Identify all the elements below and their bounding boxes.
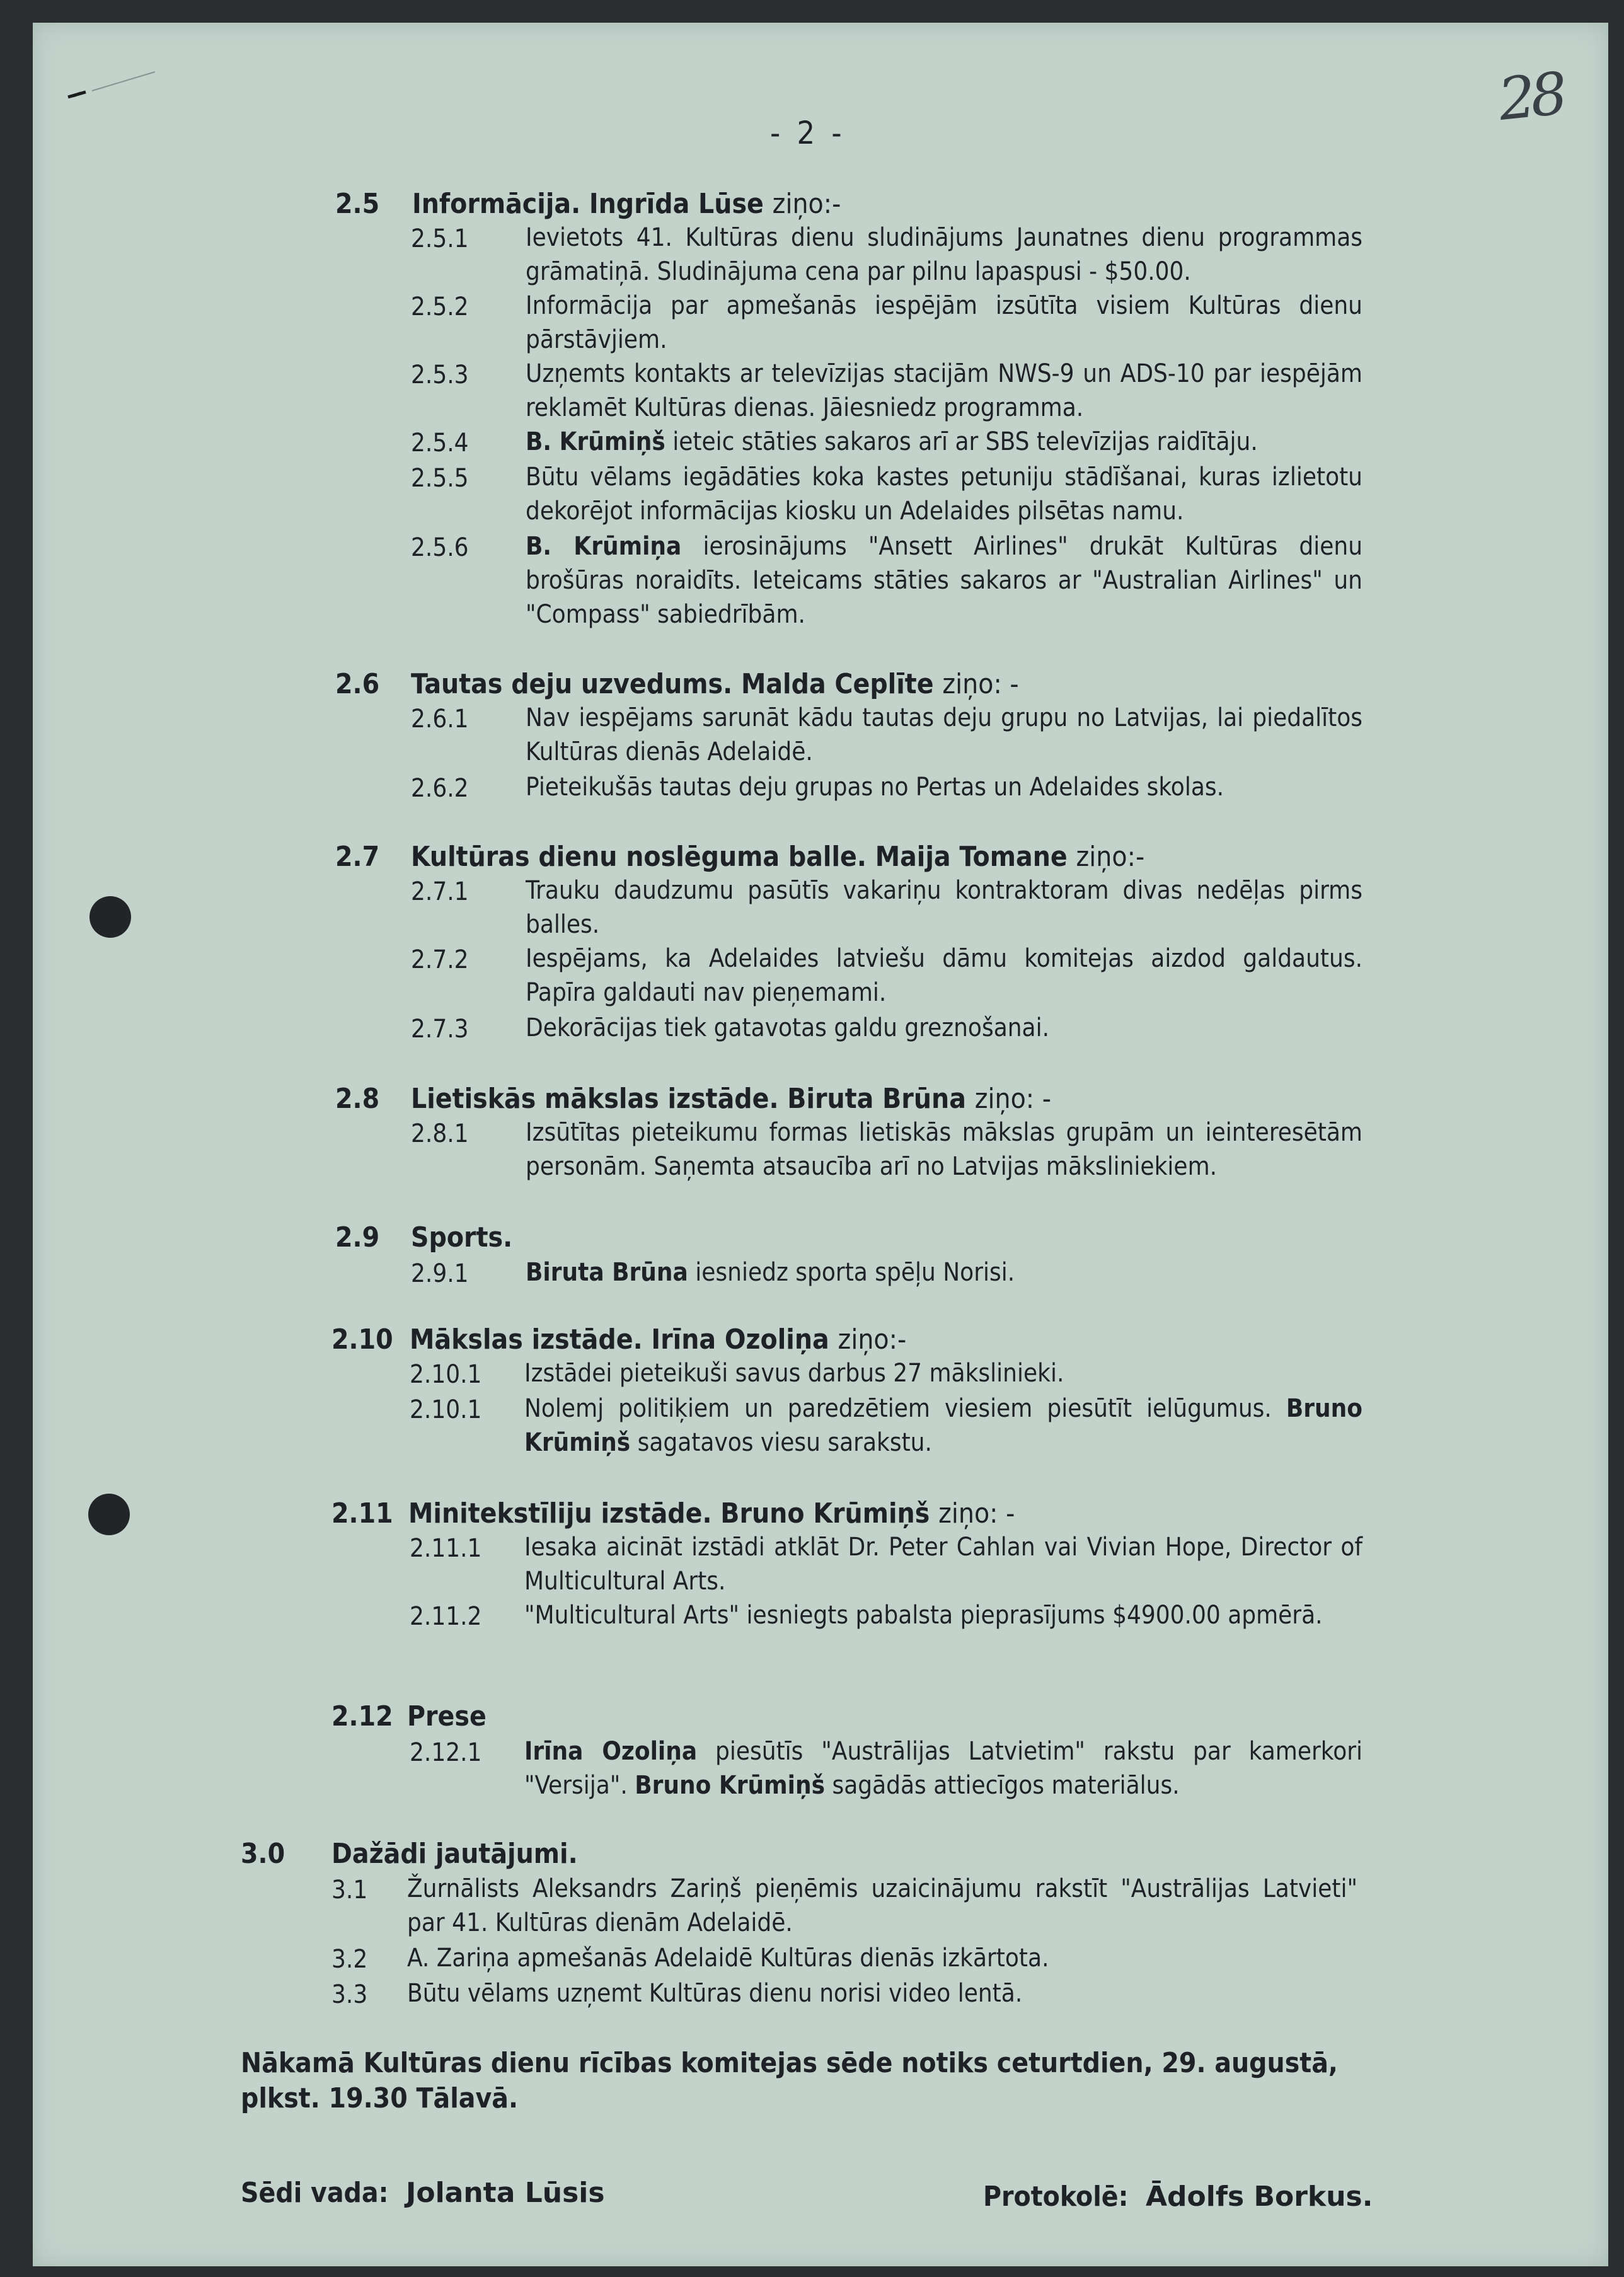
- section-number: 2.7: [335, 841, 380, 873]
- item-text: B. Krūmiņa ierosinājums "Ansett Airlines" drukāt Kultūras dienu brošūras noraidīts. Ieteicams stāties sakaros ar "Australian Airlines" un "Compass" sabiedrībām.: [526, 532, 1363, 629]
- section-heading: Informācija. Ingrīda Lūse ziņo:-: [412, 188, 841, 220]
- item-text: "Multicultural Arts" iesniegts pabalsta pieprasījums $4900.00 apmērā.: [524, 1601, 1323, 1630]
- item-number: 2.5.6: [411, 533, 469, 562]
- item-number: 2.12.1: [410, 1738, 482, 1767]
- item-text: Izsūtītas pieteikumu formas lietiskās mākslas grupām un ieinteresētām personām. Saņemta atsaucība arī no Latvijas māksliniekiem.: [526, 1118, 1362, 1181]
- item-number: 2.5.2: [411, 292, 469, 321]
- item-text: Dekorācijas tiek gatavotas galdu greznošanai.: [526, 1013, 1050, 1042]
- item-number: 2.8.1: [411, 1119, 469, 1148]
- item-text: Pieteikušās tautas deju grupas no Pertas un Adelaides skolas.: [526, 773, 1224, 802]
- item-number: 2.11.2: [410, 1602, 482, 1631]
- item-text: Irīna Ozoliņa piesūtīs "Austrālijas Latvietim" rakstu par kamerkori "Versija". Bruno Krūmiņš sagādās attiecīgos materiālus.: [524, 1737, 1362, 1800]
- item-text: Biruta Brūna iesniedz sporta spēļu Norisi.: [526, 1258, 1015, 1287]
- section-heading: Kultūras dienu noslēguma balle. Maija Tomane ziņo:-: [411, 841, 1145, 873]
- page-number: - 2 -: [770, 115, 846, 151]
- item-text: Izstādei pieteikuši savus darbus 27 mākslinieki.: [524, 1359, 1064, 1388]
- item-number: 2.7.1: [411, 877, 469, 906]
- item-number: 3.1: [331, 1876, 368, 1905]
- item-text: A. Zariņa apmešanās Adelaidē Kultūras dienās izkārtota.: [407, 1944, 1049, 1973]
- secretary-signature: Protokolē: Ādolfs Borkus.: [983, 2181, 1373, 2213]
- item-text: Nav iespējams sarunāt kādu tautas deju grupu no Latvijas, lai piedalītos Kultūras dienās Adelaidē.: [526, 703, 1362, 766]
- item-text: Trauku daudzumu pasūtīs vakariņu kontraktoram divas nedēļas pirms balles.: [526, 876, 1362, 939]
- section-heading: Dažādi jautājumi.: [331, 1838, 578, 1870]
- item-number: 3.3: [331, 1980, 368, 2009]
- item-text: B. Krūmiņš ieteic stāties sakaros arī ar SBS televīzijas raidītāju.: [526, 427, 1258, 456]
- section-number: 2.5: [335, 188, 380, 220]
- next-meeting-line-2: plkst. 19.30 Tālavā.: [241, 2082, 519, 2114]
- item-text: Būtu vēlams iegādāties koka kastes petuniju stādīšanai, kuras izlietotu dekorējot informācijas kiosku un Adelaides pilsētas namu.: [526, 463, 1362, 526]
- item-number: 2.5.4: [411, 429, 469, 458]
- section-heading: Mākslas izstāde. Irīna Ozoliņa ziņo:-: [410, 1323, 907, 1356]
- punch-hole: [89, 896, 131, 938]
- item-text: Nolemj politiķiem un paredzētiem viesiem piesūtīt ielūgumus. Bruno Krūmiņš sagatavos viesu sarakstu.: [524, 1394, 1362, 1457]
- section-heading: Minitekstīliju izstāde. Bruno Krūmiņš ziņo: -: [408, 1497, 1015, 1530]
- item-number: 3.2: [331, 1945, 368, 1974]
- item-text: Žurnālists Aleksandrs Zariņš pieņēmis uzaicinājumu rakstīt "Austrālijas Latvieti" par 41. Kultūras dienām Adelaidē.: [407, 1874, 1357, 1937]
- punch-hole: [88, 1494, 130, 1535]
- item-number: 2.9.1: [411, 1259, 469, 1288]
- item-text: Iesaka aicināt izstādi atklāt Dr. Peter Cahlan vai Vivian Hope, Director of Multicultural Arts.: [524, 1533, 1362, 1596]
- item-number: 2.6.1: [411, 705, 469, 734]
- item-number: 2.7.3: [411, 1015, 469, 1044]
- item-number: 2.5.1: [411, 224, 469, 253]
- item-text: Ievietots 41. Kultūras dienu sludinājums Jaunatnes dienu programmas grāmatiņā. Sludinājuma cena par pilnu lapaspusi - $50.00.: [526, 223, 1362, 286]
- item-text: Informācija par apmešanās iespējām izsūtīta visiem Kultūras dienu pārstāvjiem.: [526, 291, 1362, 354]
- section-number: 2.9: [335, 1221, 380, 1254]
- section-number: 3.0: [241, 1838, 285, 1870]
- item-text: Iespējams, ka Adelaides latviešu dāmu komitejas aizdod galdautus. Papīra galdauti nav pieņemami.: [526, 944, 1362, 1007]
- item-number: 2.5.5: [411, 464, 469, 493]
- section-heading: Prese: [407, 1700, 487, 1732]
- section-number: 2.12: [331, 1700, 393, 1732]
- pencil-mark: [67, 66, 168, 103]
- item-number: 2.11.1: [410, 1534, 482, 1563]
- handwritten-page-number: 28: [1495, 60, 1566, 134]
- section-number: 2.8: [335, 1083, 380, 1115]
- section-heading: Lietiskās mākslas izstāde. Biruta Brūna ziņo: -: [411, 1083, 1051, 1115]
- section-heading: Tautas deju uzvedums. Malda Ceplīte ziņo: -: [411, 668, 1019, 700]
- section-heading: Sports.: [411, 1221, 513, 1254]
- chair-signature: Sēdi vada: Jolanta Lūsis: [241, 2177, 605, 2209]
- section-number: 2.10: [331, 1323, 393, 1356]
- item-number: 2.6.2: [411, 774, 469, 803]
- section-number: 2.11: [331, 1497, 393, 1530]
- item-text: Uzņemts kontakts ar televīzijas stacijām NWS-9 un ADS-10 par iespējām reklamēt Kultūras dienas. Jāiesniedz programma.: [526, 359, 1362, 422]
- item-number: 2.5.3: [411, 360, 469, 389]
- item-number: 2.7.2: [411, 945, 469, 974]
- next-meeting-line-1: Nākamā Kultūras dienu rīcības komitejas sēde notiks ceturtdien, 29. augustā,: [241, 2047, 1338, 2079]
- item-number: 2.10.1: [410, 1395, 482, 1424]
- item-number: 2.10.1: [410, 1360, 482, 1389]
- section-number: 2.6: [335, 668, 380, 700]
- item-text: Būtu vēlams uzņemt Kultūras dienu norisi video lentā.: [407, 1979, 1023, 2008]
